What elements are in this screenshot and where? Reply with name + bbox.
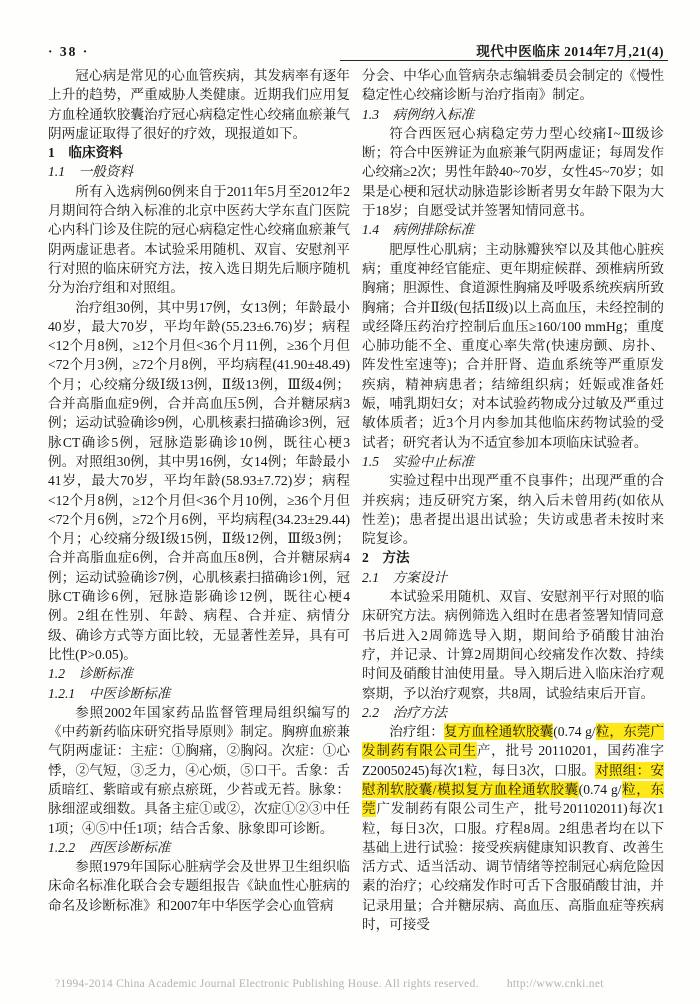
highlight-run: 复方血栓通软胶囊 (443, 724, 554, 740)
subsection-heading: 2.1 方案设计 (362, 569, 447, 585)
copyright-notice: ?1994-2014 China Academic Journal Electronic Publishing House. All rights reserved. (55, 978, 479, 990)
text-run: (0.74 g/ (553, 724, 596, 740)
subsection-heading: 1.2.1 中医诊断标准 (48, 685, 171, 701)
header-rule (340, 60, 668, 61)
subsection-heading: 1.1 一般资料 (48, 164, 133, 180)
paragraph: 所有入选病例60例来自于2011年5月至2012年2月期间符合纳入标准的北京中医药大学东直门医院心内科门诊及住院的冠心病稳定性心绞痛血瘀兼气阴两虚证患者。本试验采用随机、双盲、安慰剂平行对照的临床研究方法，按入选日期先后顺序随机分为治疗组和对照组。 (48, 183, 350, 296)
paragraph: 分会、中华心血管病杂志编辑委员会制定的《慢性稳定性心绞痛诊断与治疗指南》制定。 (362, 68, 664, 103)
paragraph: 冠心病是常见的心血管疾病，其发病率有逐年上升的趋势，严重威胁人类健康。近期我们应用复方血栓通软胶囊治疗冠心病稳定性心绞痛血瘀兼气阴两虚证取得了很好的疗效，现报道如下。 (48, 68, 350, 141)
page-number: · 38 · (48, 44, 90, 59)
paragraph: 肥厚性心肌病；主动脉瓣狭窄以及其他心脏疾病；重度神经官能症、更年期症候群、颈椎病所致胸痛；胆源性、食道源性胸痛及呼吸系统疾病所致胸痛；合并Ⅱ级(包括Ⅱ级)以上高血压，未经控制的或经降压药治疗控制后血压≥160/100 mmHg；重度心肺功能不全、重度心率失常(快速房颤、房扑、阵发性室速等)；合并肝肾、造血系统等严重原发疾病，精神病患者；结缔组织病；妊娠或准备妊娠，哺乳期妇女；对本试验药物成分过敏及严重过敏体质者；近3个月内参加其他临床药物试验的受试者；研究者认为不适宜参加本项临床试验者。 (362, 241, 664, 450)
article-body (48, 66, 664, 934)
highlight-run: 粒，东莞 (362, 781, 664, 817)
paragraph: 参照2002年国家药品监督管理局组织编写的《中药新药临床研究指导原则》制定。胸痹血瘀兼气阴两虚证：主症：①胸痛，②胸闷。次症：①心悸，②气短，③乏力，④心烦，⑤口干。舌象：舌质暗红、紫暗或有瘀点瘀斑，少苔或无苔。脉象：脉细涩或细数。具备主症①或②，次症①②③中任1项；④⑤中任1项；结合舌象、脉象即可诊断。 (48, 704, 350, 836)
paragraph: 治疗组30例，其中男17例，女13例；年龄最小40岁，最大70岁，平均年龄(55.23±6.76)岁；病程<12个月8例，≥12个月但<36个月11例，≥36个月但<72个月3例，≥72个月8例，平均病程(41.90±48.49)个月；心绞痛分级Ⅰ级13例，Ⅱ级13例，Ⅲ级4例；合并高脂血症9例，合并高血压5例，合并糖尿病3例；运动试验确诊9例，心肌核素扫描确诊3例，冠脉CT确诊5例，冠脉造影确诊10例，既往心梗3例。对照组30例，其中男16例，女14例；年龄最小41岁，最大70岁，平均年龄(58.93±7.72)岁；病程<12个月8例，≥12个月但<36个月10例，≥36个月但<72个月6例，≥72个月6例，平均病程(34.23±29.44)个月；心绞痛分级Ⅰ级15例，Ⅱ级12例，Ⅲ级3例；合并高脂血症6例，合并高血压8例，合并糖尿病4例；运动试验确诊7例，心肌核素扫描确诊1例，冠脉CT确诊6例，冠脉造影确诊12例，既往心梗4例。2组在性别、年龄、病程、合并症、病情分级、确诊方式等方面比较，无显著性差异，具有可比性(P>0.05)。 (48, 299, 350, 662)
subsection-heading: 1.3 病例纳入标准 (362, 106, 475, 122)
subsection-heading: 1.5 实验中止标准 (362, 453, 475, 469)
text-run: 治疗组： (389, 724, 444, 740)
subsection-heading: 1.2 诊断标准 (48, 666, 133, 682)
column-right (362, 66, 664, 934)
section-heading: 2 方法 (362, 550, 410, 566)
paragraph: 实验过程中出现严重不良事件；出现严重的合并疾病；违反研究方案，纳入后未曾用药(如依从性差)；患者提出退出试验；失访或患者未按时来院复诊。 (362, 473, 664, 547)
column-left (48, 66, 350, 934)
paragraph: 符合西医冠心病稳定劳力型心绞痛Ⅰ~Ⅲ级诊断；符合中医辨证为血瘀兼气阴两虚证；每周发作心绞痛≥2次；男性年龄40~70岁，女性45~70岁；如果是心梗和冠状动脉造影诊断者男女年龄下限为大于18岁；自愿受试并签署知情同意书。 (362, 125, 664, 219)
page-header (48, 40, 664, 60)
cnki-url: http://www.cnki.net (506, 978, 604, 990)
subsection-heading: 1.2.2 西医诊断标准 (48, 839, 171, 855)
highlight-run: 粒，东莞广发制药有限公司生 (362, 724, 665, 759)
subsection-heading: 1.4 病例排除标准 (362, 222, 475, 238)
paragraph: 本试验采用随机、双盲、安慰剂平行对照的临床研究方法。病例筛选入组时在患者签署知情同意书后进入2周筛选导入期，期间给予硝酸甘油治疗，并记录、计算2周期间心绞痛发作次数、持续时间及硝酸甘油使用量。导入期后进入临床治疗观察期，予以治疗观察，共8周，试验结束后开盲。 (362, 589, 664, 701)
subsection-heading: 2.2 治疗方法 (362, 704, 447, 720)
paragraph: 参照1979年国际心脏病学会及世界卫生组织临床命名标准化联合会专题组报告《缺血性心脏病的命名及诊断标准》和2007年中华医学会心血管病 (48, 859, 350, 913)
text-run: (0.74 g/ (578, 781, 622, 797)
page-footer (55, 978, 675, 990)
paragraph-highlighted (362, 722, 664, 934)
journal-title: 现代中医临床 2014年7月,21(4) (476, 44, 664, 59)
text-run: 广发制药有限公司生产，批号201102011)每次1粒，每日3次，口服。疗程8周。2组患者均在以下基础上进行试验：接受疾病健康知识教育、改善生活方式、适当活动、调节情绪等控制冠心病危险因素的治疗；心绞痛发作时可舌下含服硝酸甘油，并记录用量；合并糖尿病、高血压、高脂血症等疾病时，可接受 (362, 801, 664, 933)
section-heading: 1 临床资料 (48, 145, 123, 161)
text-run: 产，批号 20110201，国药准字 Z20050245)每次1粒，每日3次，口服。 (362, 743, 664, 778)
highlight-run: 对照组：安慰剂软胶囊/模拟复方血栓通软胶囊 (362, 762, 664, 797)
